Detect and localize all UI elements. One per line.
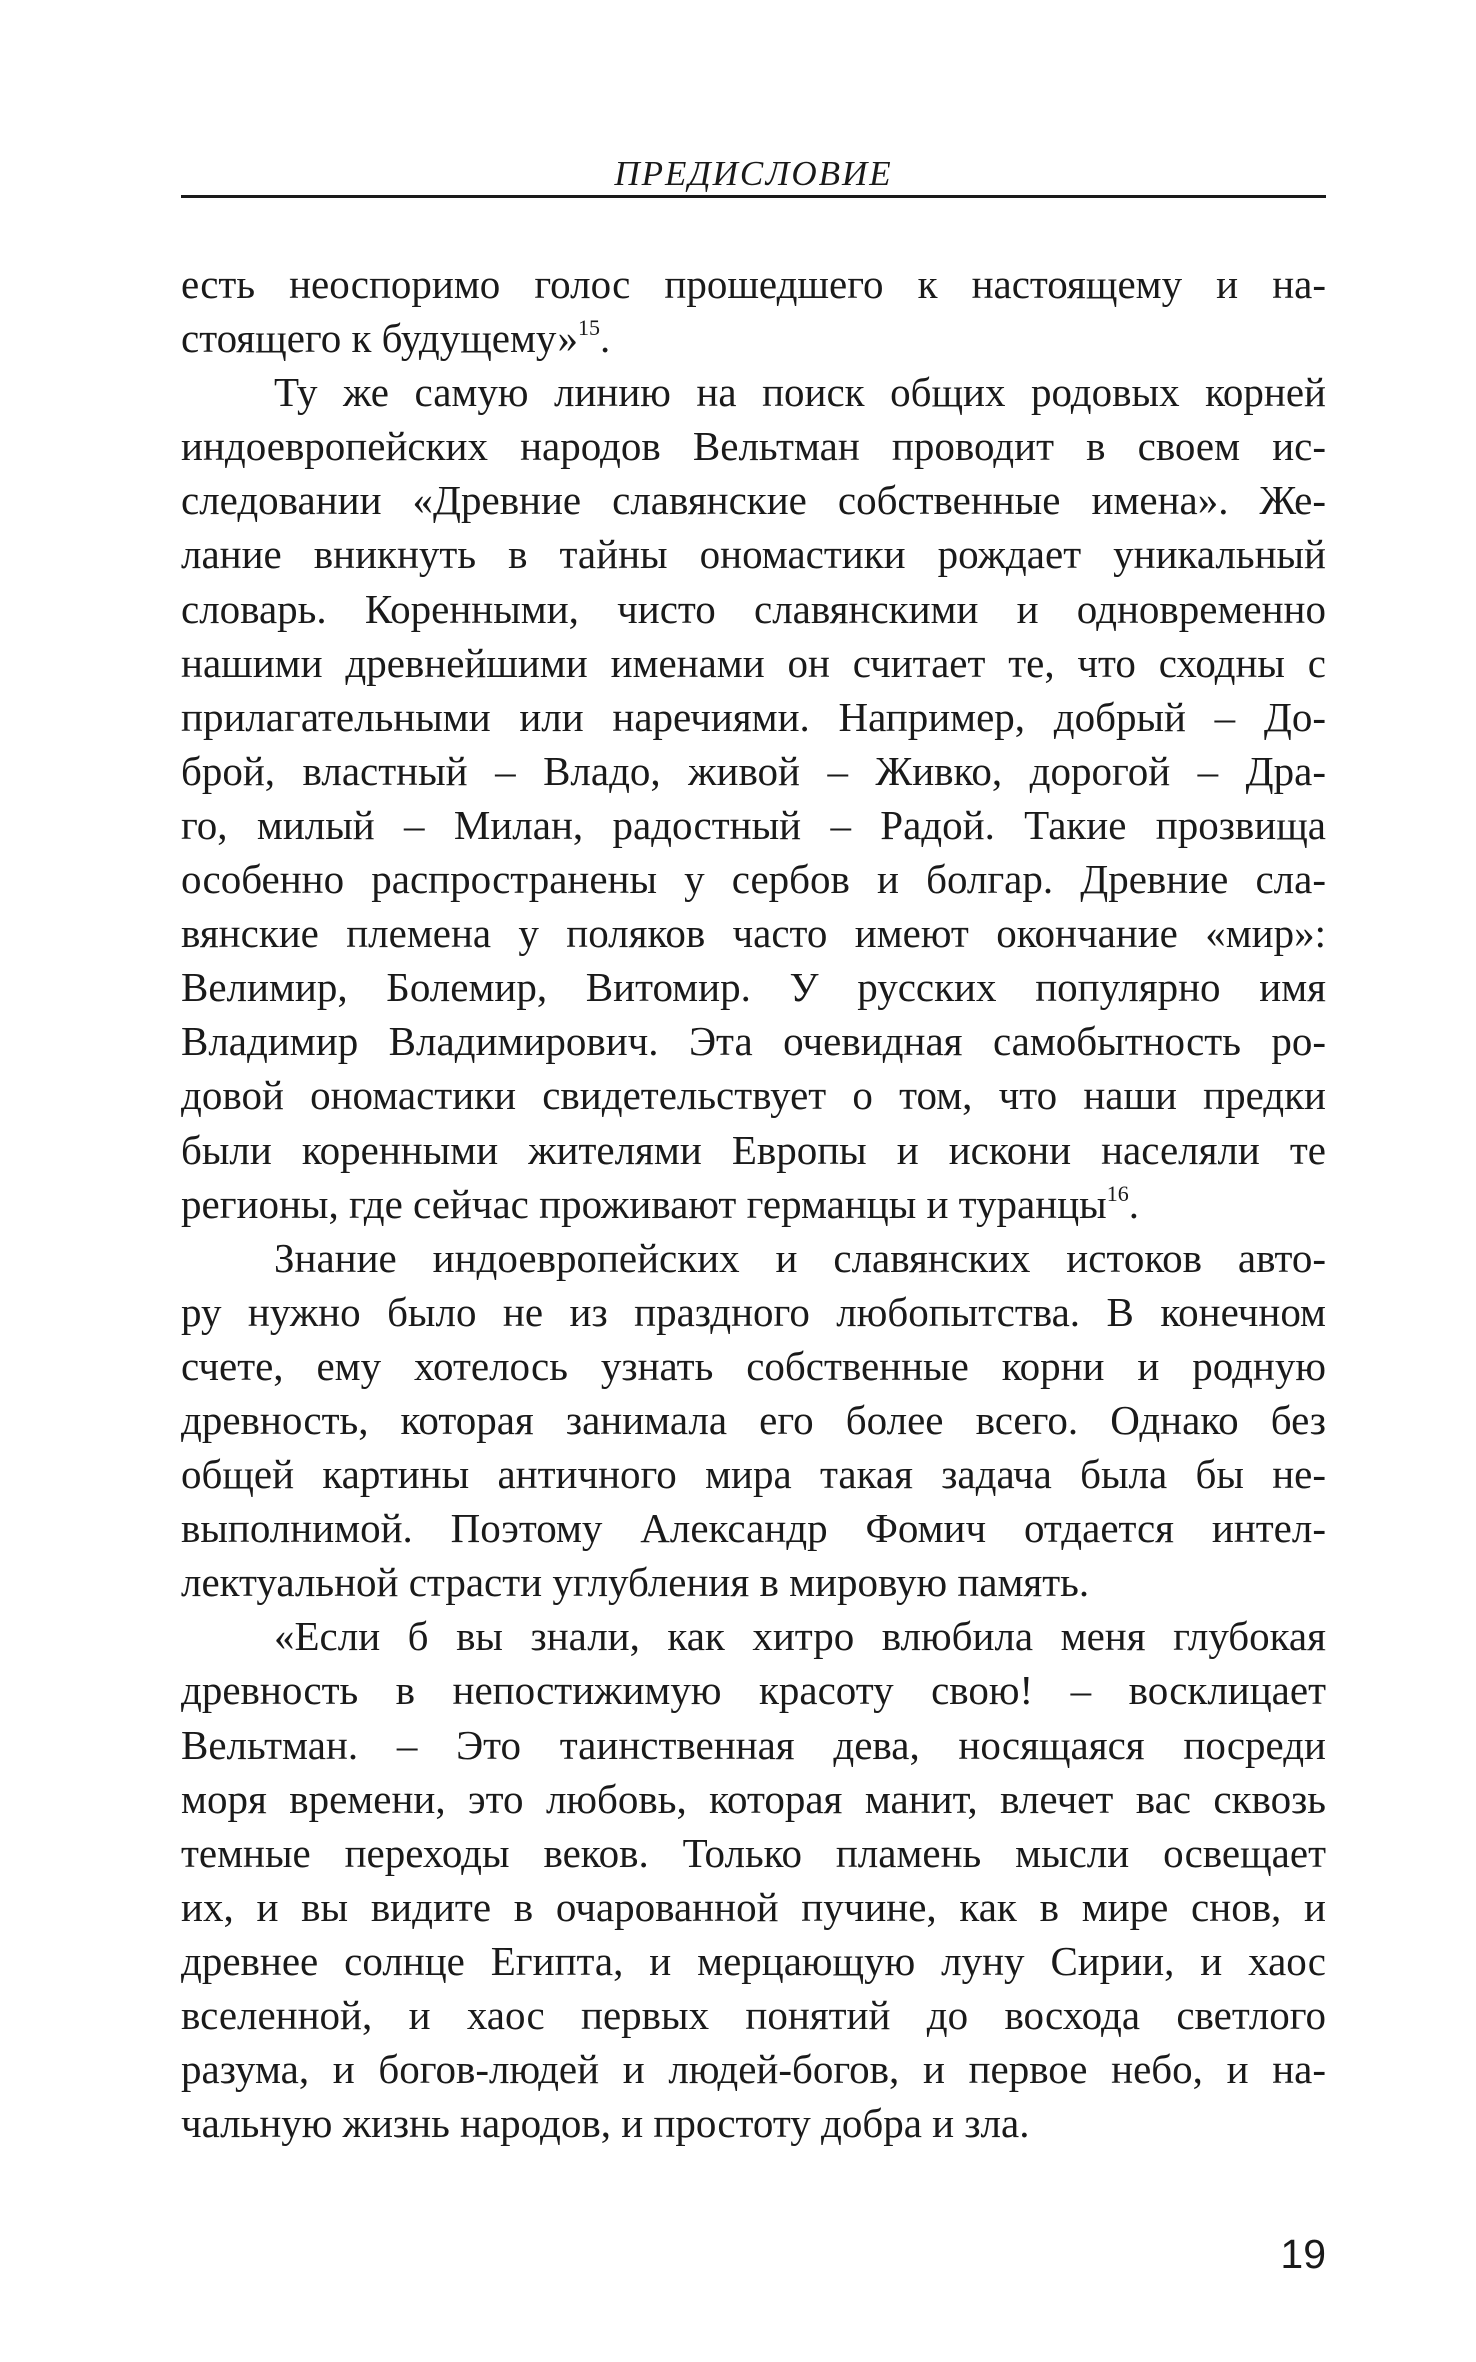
text-line: Велимир, Болемир, Витомир. У русских популярно имя [181,964,1326,1011]
footnote-ref: 16 [1106,1180,1129,1206]
text-line: брой, властный – Владо, живой – Живко, дорогой – Дра- [181,747,1326,794]
text-line: прилагательными или наречиями. Например, добрый – До- [181,693,1326,740]
line-text: регионы, где сейчас проживают германцы и туранцы [181,1180,1107,1227]
text-line: счете, ему хотелось узнать собственные корни и родную [181,1342,1326,1389]
line-punctuation: . [599,315,611,362]
text-line: чальную жизнь народов, и простоту добра и зла. [181,2100,1030,2147]
text-line: следовании «Древние славянские собственные имена». Же- [181,477,1326,524]
text-line: лание вникнуть в тайны ономастики рождает уникальный [181,531,1326,578]
text-line: нашими древнейшими именами он считает те, что сходны с [181,639,1326,686]
text-line: Вельтман. – Это таинственная дева, носящаяся посреди [181,1721,1326,1768]
text-line: общей картины античного мира такая задача была бы не- [181,1451,1326,1498]
body-text [181,257,1326,2150]
line-punctuation: . [1128,1180,1139,1227]
text-line: особенно распространены у сербов и болгар. Древние сла- [181,856,1326,903]
text-line: древность в непостижимую красоту свою! – восклицает [181,1667,1326,1714]
text-line: го, милый – Милан, радостный – Радой. Такие прозвища [181,801,1326,848]
text-line: были коренными жителями Европы и искони населяли те [181,1126,1326,1173]
text-line: индоевропейских народов Вельтман проводит в своем ис- [181,423,1326,470]
text-line: моря времени, это любовь, которая манит, влечет вас сквозь [181,1775,1326,1822]
text-line: довой ономастики свидетельствует о том, что наши предки [181,1072,1326,1119]
text-line: разума, и богов-людей и людей-богов, и первое небо, и на- [181,2046,1326,2093]
running-title: ПРЕДИСЛОВИЕ [614,154,893,193]
text-line: вянские племена у поляков часто имеют окончание «мир»: [181,910,1326,957]
text-line: темные переходы веков. Только пламень мысли освещает [181,1829,1326,1876]
text-line: выполнимой. Поэтому Александр Фомич отдается интел- [181,1505,1326,1552]
text-line [181,311,1326,365]
line-text: стоящего к будущему» [181,315,578,362]
text-line: древность, которая занимала его более всего. Однако без [181,1396,1326,1443]
text-line: их, и вы видите в очарованной пучине, как в мире снов, и [181,1883,1326,1930]
header-rule [181,195,1326,198]
text-line: Ту же самую линию на поиск общих родовых корней [274,369,1326,416]
text-line: есть неоспоримо голос прошедшего к настоящему и на- [181,261,1326,307]
footnote-ref: 15 [577,315,600,341]
text-line: древнее солнце Египта, и мерцающую луну Сирии, и хаос [181,1937,1326,1984]
text-line: лектуальной страсти углубления в мировую память. [181,1559,1090,1606]
text-line: Владимир Владимирович. Эта очевидная самобытность ро- [181,1018,1326,1065]
text-line: ру нужно было не из праздного любопытства. В конечном [181,1288,1326,1335]
text-line [181,1177,1326,1231]
text-line: «Если б вы знали, как хитро влюбила меня глубокая [274,1613,1326,1660]
text-line: вселенной, и хаос первых понятий до восхода светлого [181,1992,1326,2038]
page-number: 19 [1280,2231,1326,2277]
text-line: словарь. Коренными, чисто славянскими и одновременно [181,585,1326,632]
text-line: Знание индоевропейских и славянских истоков авто- [274,1234,1326,1281]
